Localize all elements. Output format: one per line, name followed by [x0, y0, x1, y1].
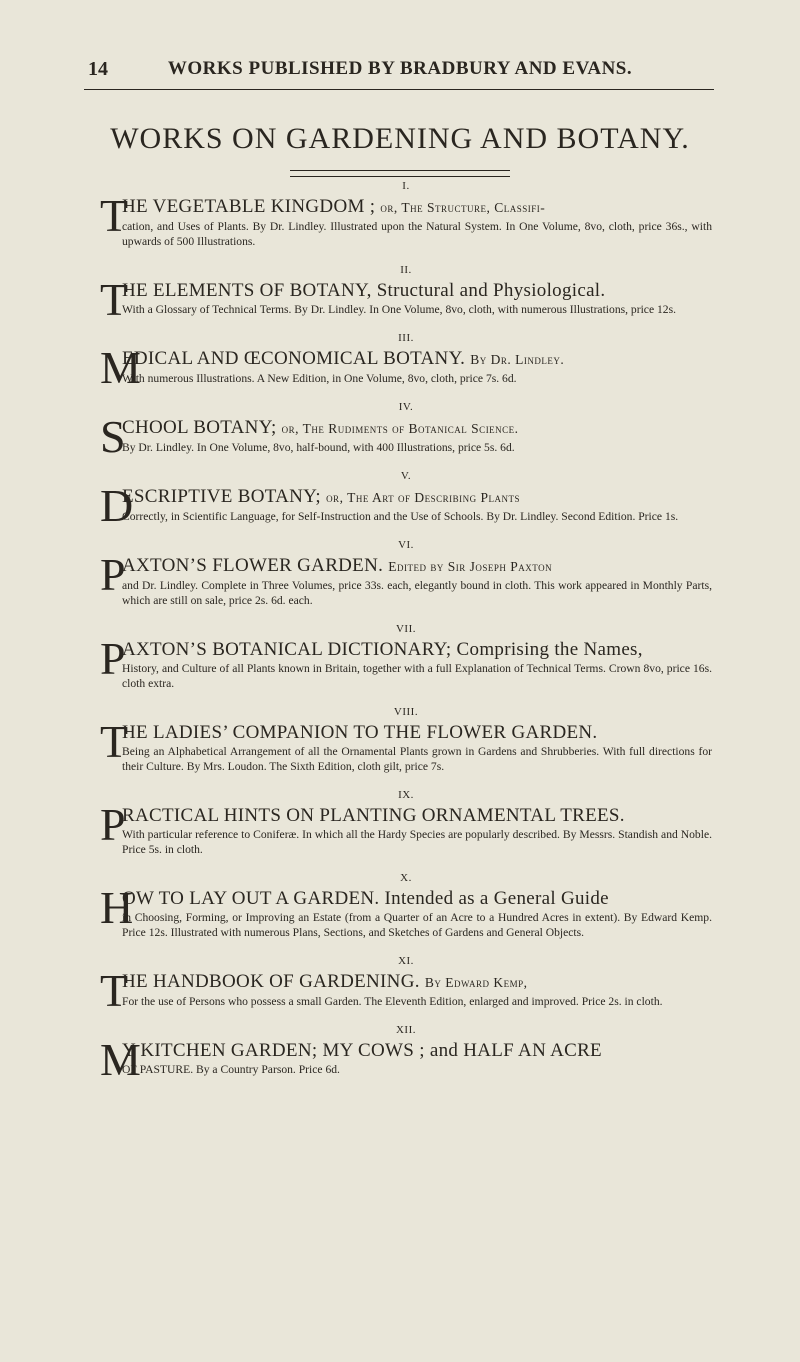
entry-title: ESCRIPTIVE BOTANY;	[122, 486, 321, 507]
entry-heading	[122, 196, 712, 219]
entry-body: By Dr. Lindley. In One Volume, 8vo, half-bound, with 400 Illustrations, price 5s. 6d.	[122, 441, 515, 454]
entry-heading	[122, 280, 712, 302]
entry-9	[100, 788, 712, 857]
entry-numeral: VIII.	[393, 706, 419, 718]
entry-heading	[122, 805, 712, 827]
drop-cap: M	[100, 1034, 141, 1085]
entry-body: Being an Alphabetical Arrangement of all the Ornamental Plants grown in Gardens and Shrubberies. With full directions for their Culture. By Mrs. Loudon. The Sixth Edition, cloth gilt, price 7s.	[122, 745, 712, 773]
entry-subtitle: By Dr. Lindley.	[470, 352, 565, 367]
entry-subtitle: Comprising the Names,	[456, 639, 643, 660]
entry-numeral: II.	[400, 264, 412, 276]
entry-body: in Choosing, Forming, or Improving an Estate (from a Quarter of an Acre to a Hundred Acres in extent). By Edward Kemp. Price 12s. Illustrated with numerous Plans, Sections, and Sketches of Gardens and General Objects.	[122, 911, 712, 939]
entry-12	[100, 1023, 712, 1085]
entry-heading	[122, 417, 712, 440]
running-head-title: WORKS PUBLISHED BY BRADBURY AND EVANS.	[167, 58, 633, 79]
drop-cap: D	[100, 480, 134, 531]
entry-numeral: XI.	[398, 955, 414, 967]
entry-heading	[122, 348, 712, 371]
entry-body: With particular reference to Coniferæ. In which all the Hardy Species are popularly described. By Messrs. Standish and Noble. Price 5s. in cloth.	[122, 828, 712, 856]
entry-subtitle: Edited by Sir Joseph Paxton	[388, 559, 553, 574]
entry-title: HE LADIES’ COMPANION TO THE FLOWER GARDEN.	[122, 722, 598, 743]
title-double-rule	[290, 170, 510, 177]
entry-body: cation, and Uses of Plants. By Dr. Lindley. Illustrated upon the Natural System. In One Volume, 8vo, cloth, price 36s., with upwards of 500 Illustrations.	[122, 220, 712, 248]
drop-cap: P	[100, 633, 126, 684]
entry-title: AXTON’S BOTANICAL DICTIONARY;	[122, 639, 452, 660]
entry-title: RACTICAL HINTS ON PLANTING ORNAMENTAL TREES.	[122, 805, 625, 826]
entry-heading	[122, 555, 712, 578]
section-title: WORKS ON GARDENING AND BOTANY.	[110, 122, 690, 155]
entry-subtitle: By Edward Kemp,	[424, 975, 528, 990]
drop-cap: T	[100, 716, 129, 767]
entry-10	[100, 871, 712, 940]
entry-numeral: IX.	[398, 789, 414, 801]
entry-body: For the use of Persons who possess a small Garden. The Eleventh Edition, enlarged and improved. Price 2s. in cloth.	[122, 995, 663, 1008]
entry-heading	[122, 888, 712, 910]
entry-title: Y KITCHEN GARDEN; MY COWS ;	[122, 1040, 425, 1061]
entry-heading	[122, 722, 712, 744]
entry-3	[100, 331, 712, 393]
entry-title: HE ELEMENTS OF BOTANY,	[122, 280, 372, 301]
entry-numeral: XII.	[395, 1024, 417, 1036]
entry-7	[100, 622, 712, 691]
running-head	[0, 58, 800, 88]
entry-numeral: I.	[402, 180, 410, 192]
entry-heading	[122, 1040, 712, 1062]
entry-numeral: VI.	[398, 539, 414, 551]
header-rule	[84, 89, 714, 90]
entry-numeral: VII.	[395, 623, 417, 635]
entry-body: History, and Culture of all Plants known in Britain, together with a full Explanation of Technical Terms. Crown 8vo, price 16s. cloth extra.	[122, 662, 712, 690]
entry-5	[100, 469, 712, 531]
entry-title: HE VEGETABLE KINGDOM ;	[122, 196, 376, 217]
entry-title: EDICAL AND ŒCONOMICAL BOTANY.	[122, 348, 466, 369]
entry-body: OF PASTURE. By a Country Parson. Price 6d.	[122, 1063, 340, 1076]
entry-body: and Dr. Lindley. Complete in Three Volumes, price 33s. each, elegantly bound in cloth. This work appeared in Monthly Parts, which are still on sale, price 2s. 6d. each.	[122, 579, 712, 607]
drop-cap: M	[100, 342, 141, 393]
entry-title: CHOOL BOTANY;	[122, 417, 277, 438]
drop-cap: T	[100, 190, 129, 241]
drop-cap: P	[100, 799, 126, 850]
entry-8	[100, 705, 712, 774]
drop-cap: T	[100, 965, 129, 1016]
drop-cap: S	[100, 411, 126, 462]
entry-body: With numerous Illustrations. A New Edition, in One Volume, 8vo, cloth, price 7s. 6d.	[122, 372, 517, 385]
entry-numeral: V.	[400, 470, 412, 482]
drop-cap: P	[100, 549, 126, 600]
entry-numeral: III.	[398, 332, 414, 344]
entry-subtitle: or, The Structure, Classifi-	[380, 200, 546, 215]
entry-numeral: X.	[400, 872, 412, 884]
entry-subtitle: and HALF AN ACRE	[429, 1040, 602, 1061]
entry-subtitle: or, The Rudiments of Botanical Science.	[281, 421, 519, 436]
entry-4	[100, 400, 712, 462]
entry-heading	[122, 486, 712, 509]
entry-body: Correctly, in Scientific Language, for Self-Instruction and the Use of Schools. By Dr. Lindley. Second Edition. Price 1s.	[122, 510, 679, 523]
entry-heading	[122, 639, 712, 661]
entry-2	[100, 263, 712, 325]
entry-heading	[122, 971, 712, 994]
entry-list	[100, 179, 712, 1091]
entry-title: OW TO LAY OUT A GARDEN.	[122, 888, 380, 909]
page-number: 14	[88, 58, 108, 80]
entry-title: HE HANDBOOK OF GARDENING.	[122, 971, 420, 992]
entry-numeral: IV.	[398, 401, 414, 413]
entry-subtitle: Intended as a General Guide	[384, 888, 609, 909]
entry-6	[100, 538, 712, 608]
entry-11	[100, 954, 712, 1016]
entry-subtitle: Structural and Physiological.	[376, 280, 606, 301]
drop-cap: H	[100, 882, 134, 933]
entry-subtitle: or, The Art of Describing Plants	[326, 490, 521, 505]
entry-title: AXTON’S FLOWER GARDEN.	[122, 555, 384, 576]
entry-1	[100, 179, 712, 249]
drop-cap: T	[100, 274, 129, 325]
entry-body: With a Glossary of Technical Terms. By Dr. Lindley. In One Volume, 8vo, cloth, with numerous Illustrations, price 12s.	[122, 303, 677, 316]
